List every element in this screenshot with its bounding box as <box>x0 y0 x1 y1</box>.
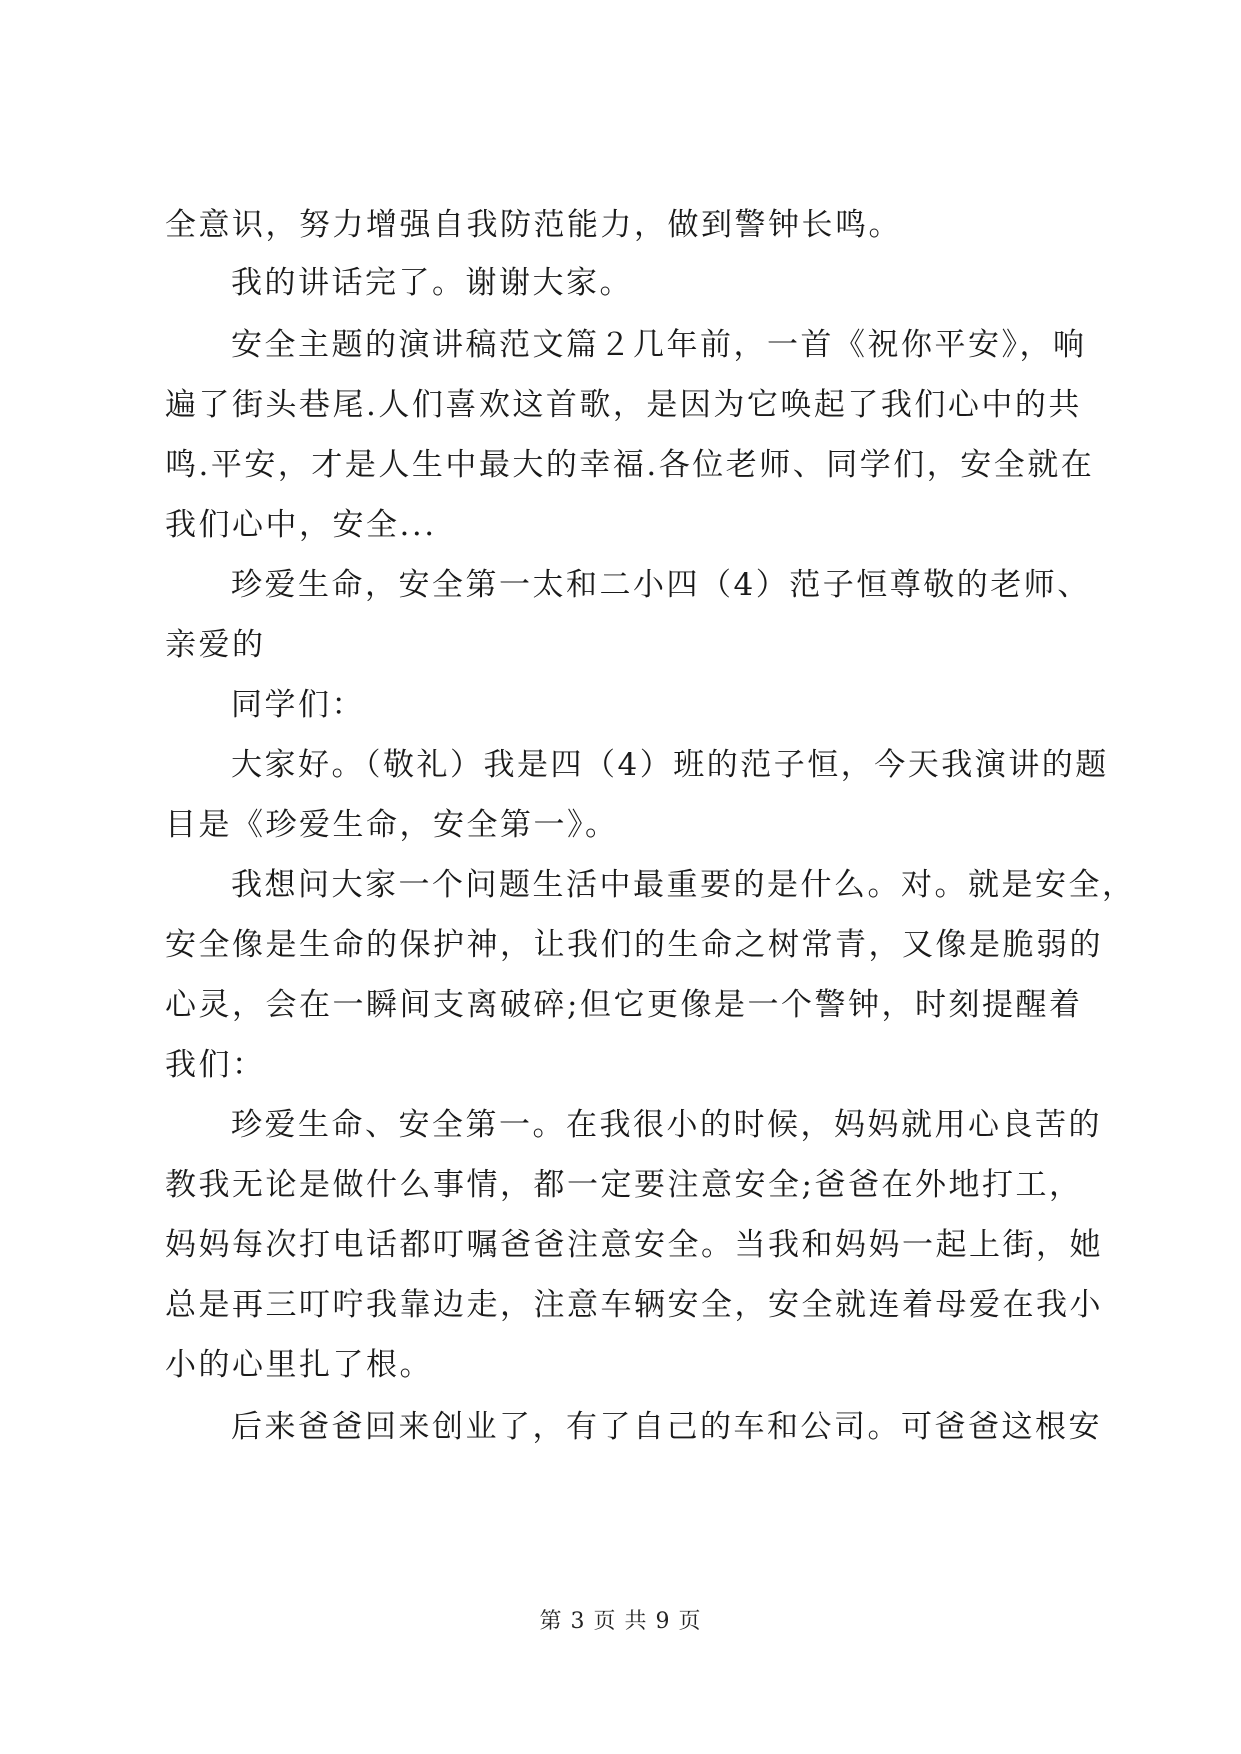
text-line: 亲爱的 <box>165 627 266 663</box>
text-line: 我们心中，安全... <box>165 507 437 543</box>
text-line: 总是再三叮咛我靠边走，注意车辆安全，安全就连着母爱在我小 <box>165 1287 1103 1323</box>
page-number: 第 3 页 共 9 页 <box>539 1609 702 1634</box>
text-line: 心灵，会在一瞬间支离破碎;但它更像是一个警钟，时刻提醒着 <box>165 987 1083 1023</box>
text-line: 安全像是生命的保护神，让我们的生命之树常青，又像是脆弱的 <box>165 927 1103 963</box>
text-line: 珍爱生命，安全第一太和二小四（4）范子恒尊敬的老师、 <box>231 567 1091 603</box>
text-line: 鸣.平安，才是人生中最大的幸福.各位老师、同学们，安全就在 <box>165 447 1095 483</box>
text-line: 珍爱生命、安全第一。在我很小的时候，妈妈就用心良苦的 <box>231 1107 1102 1143</box>
text-line: 小的心里扎了根。 <box>165 1347 433 1383</box>
text-line: 同学们： <box>231 687 365 723</box>
text-line: 大家好。（敬礼）我是四（4）班的范子恒，今天我演讲的题 <box>231 747 1109 783</box>
text-line: 安全主题的演讲稿范文篇２几年前，一首《祝你平安》，响 <box>231 327 1087 363</box>
text-line: 后来爸爸回来创业了，有了自己的车和公司。可爸爸这根安 <box>231 1409 1102 1445</box>
text-line: 我的讲话完了。谢谢大家。 <box>231 265 633 301</box>
text-line: 全意识，努力增强自我防范能力，做到警钟长鸣。 <box>165 207 902 243</box>
text-line: 我们： <box>165 1047 266 1083</box>
text-line: 遍了街头巷尾.人们喜欢这首歌，是因为它唤起了我们心中的共 <box>165 387 1082 423</box>
text-line: 我想问大家一个问题生活中最重要的是什么。对。就是安全， <box>231 867 1136 903</box>
text-line: 教我无论是做什么事情，都一定要注意安全;爸爸在外地打工， <box>165 1167 1083 1203</box>
text-line: 目是《珍爱生命，安全第一》。 <box>165 807 619 843</box>
text-line: 妈妈每次打电话都叮嘱爸爸注意安全。当我和妈妈一起上街，她 <box>165 1227 1103 1263</box>
